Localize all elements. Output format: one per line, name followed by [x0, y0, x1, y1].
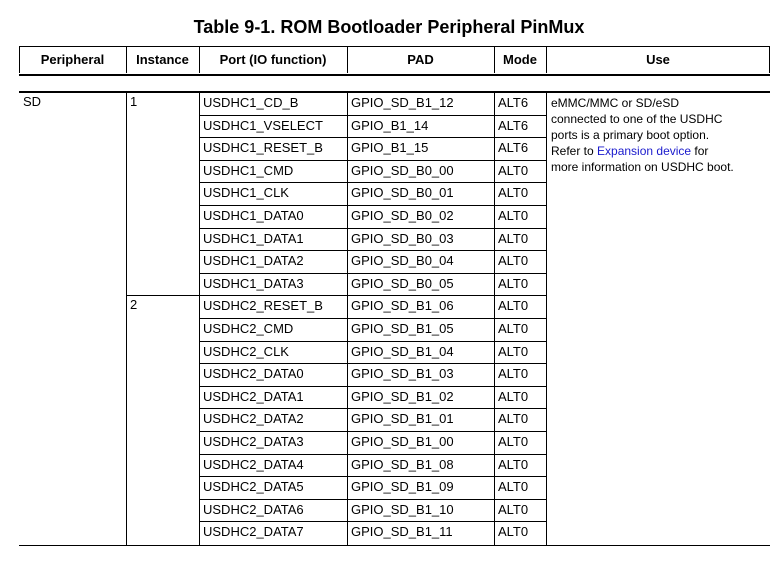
port-cell: USDHC2_DATA3 [203, 434, 304, 449]
mode-cell: ALT0 [498, 479, 529, 495]
mode-cell: ALT0 [498, 230, 529, 246]
row-separator [199, 363, 547, 364]
mode-cell: ALT0 [498, 208, 529, 223]
port-cell: USDHC2_CLK [203, 343, 289, 359]
mode-cell: ALT0 [498, 434, 529, 449]
row-separator [199, 408, 547, 409]
mode-cell: ALT0 [498, 501, 529, 517]
header-peripheral: Peripheral [40, 52, 105, 67]
header-divider [494, 46, 495, 73]
header-divider [199, 46, 200, 73]
port-cell: USDHC2_DATA0 [203, 366, 304, 382]
mode-cell: ALT0 [498, 275, 529, 291]
port-cell: USDHC1_DATA0 [203, 208, 304, 223]
port-cell: USDHC2_DATA6 [203, 501, 304, 517]
pad-cell: GPIO_SD_B1_12 [351, 95, 454, 110]
pad-cell: GPIO_SD_B1_01 [351, 411, 454, 427]
use-line: eMMC/MMC or SD/eSD [551, 96, 680, 110]
instance-cell-1: 1 [130, 94, 138, 109]
expansion-device-link[interactable]: Expansion device [597, 144, 692, 158]
port-cell: USDHC1_CD_B [203, 95, 299, 110]
header-border-left [19, 46, 20, 73]
pad-cell: GPIO_SD_B1_04 [351, 343, 454, 359]
row-separator [199, 454, 547, 455]
row-separator [199, 499, 547, 500]
pad-cell: GPIO_SD_B0_04 [351, 253, 454, 269]
header-use: Use [646, 52, 670, 67]
row-separator [199, 521, 547, 522]
port-cell: USDHC2_DATA2 [203, 411, 304, 427]
header-divider [546, 46, 547, 73]
port-cell: USDHC1_DATA3 [203, 275, 304, 291]
port-cell: USDHC2_RESET_B [203, 298, 323, 314]
column-divider [126, 92, 127, 546]
mode-cell: ALT6 [498, 117, 529, 133]
use-line: more information on USDHC boot. [551, 160, 734, 174]
mode-cell: ALT0 [498, 185, 529, 201]
pad-cell: GPIO_SD_B1_11 [351, 524, 453, 540]
mode-cell: ALT0 [498, 162, 529, 178]
pad-cell: GPIO_SD_B1_10 [351, 501, 454, 517]
pad-cell: GPIO_SD_B1_05 [351, 321, 454, 336]
table-title: Table 9-1. ROM Bootloader Peripheral PinMux [193, 17, 585, 37]
port-cell: USDHC1_DATA1 [203, 230, 304, 246]
instance-cell-2: 2 [130, 297, 138, 312]
header-mode: Mode [503, 52, 537, 67]
row-separator [199, 295, 547, 296]
use-line [551, 143, 763, 159]
row-separator [199, 137, 547, 138]
row-separator [199, 273, 547, 274]
mode-cell: ALT0 [498, 321, 529, 336]
pad-cell: GPIO_B1_15 [351, 140, 429, 156]
port-cell: USDHC1_RESET_B [203, 140, 323, 156]
mode-cell: ALT0 [498, 366, 529, 382]
mode-cell: ALT0 [498, 343, 529, 359]
pad-cell: GPIO_SD_B0_05 [351, 275, 454, 291]
pad-cell: GPIO_B1_14 [351, 117, 429, 133]
header-port: Port (IO function) [219, 52, 327, 67]
row-separator [199, 431, 547, 432]
peripheral-cell: SD [23, 94, 42, 109]
use-text: Refer to [551, 144, 598, 158]
use-cell [551, 95, 763, 175]
pad-cell: GPIO_SD_B1_06 [351, 298, 454, 314]
pad-cell: GPIO_SD_B1_02 [351, 388, 454, 404]
body-bottom-border [19, 545, 770, 546]
port-cell: USDHC1_VSELECT [203, 117, 323, 133]
pad-cell: GPIO_SD_B0_03 [351, 230, 454, 246]
row-separator [199, 318, 547, 319]
pad-cell: GPIO_SD_B1_00 [351, 434, 454, 449]
mode-cell: ALT0 [498, 411, 529, 427]
row-separator [199, 205, 547, 206]
header-divider [347, 46, 348, 73]
row-separator [199, 476, 547, 477]
pad-cell: GPIO_SD_B1_09 [351, 479, 454, 495]
pad-cell: GPIO_SD_B1_08 [351, 456, 454, 472]
port-cell: USDHC2_DATA1 [203, 388, 304, 404]
mode-cell: ALT0 [498, 253, 529, 269]
pad-cell: GPIO_SD_B0_01 [351, 185, 454, 201]
pad-cell: GPIO_SD_B0_00 [351, 162, 454, 178]
port-cell: USDHC2_CMD [203, 321, 294, 336]
mode-cell: ALT6 [498, 140, 529, 156]
pad-cell: GPIO_SD_B1_03 [351, 366, 454, 382]
table-header [19, 46, 770, 76]
port-cell: USDHC2_DATA5 [203, 479, 304, 495]
mode-cell: ALT0 [498, 456, 529, 472]
row-separator [199, 182, 547, 183]
row-separator [199, 160, 547, 161]
mode-cell: ALT0 [498, 388, 529, 404]
row-separator [199, 228, 547, 229]
mode-cell: ALT0 [498, 298, 529, 314]
pad-cell: GPIO_SD_B0_02 [351, 208, 454, 223]
row-separator [199, 250, 547, 251]
use-line: connected to one of the USDHC [551, 112, 723, 126]
port-cell: USDHC1_DATA2 [203, 253, 304, 269]
row-separator [199, 115, 547, 116]
port-cell: USDHC2_DATA4 [203, 456, 304, 472]
row-separator [199, 386, 547, 387]
port-cell: USDHC1_CLK [203, 185, 289, 201]
header-divider [126, 46, 127, 73]
mode-cell: ALT6 [498, 95, 529, 110]
use-line: ports is a primary boot option. [551, 128, 710, 142]
header-border-right [769, 46, 770, 73]
header-pad: PAD [407, 52, 434, 67]
mode-cell: ALT0 [498, 524, 529, 540]
row-separator [199, 341, 547, 342]
use-text: for [691, 144, 709, 158]
header-instance: Instance [136, 52, 189, 67]
port-cell: USDHC1_CMD [203, 162, 294, 178]
port-cell: USDHC2_DATA7 [203, 524, 304, 540]
